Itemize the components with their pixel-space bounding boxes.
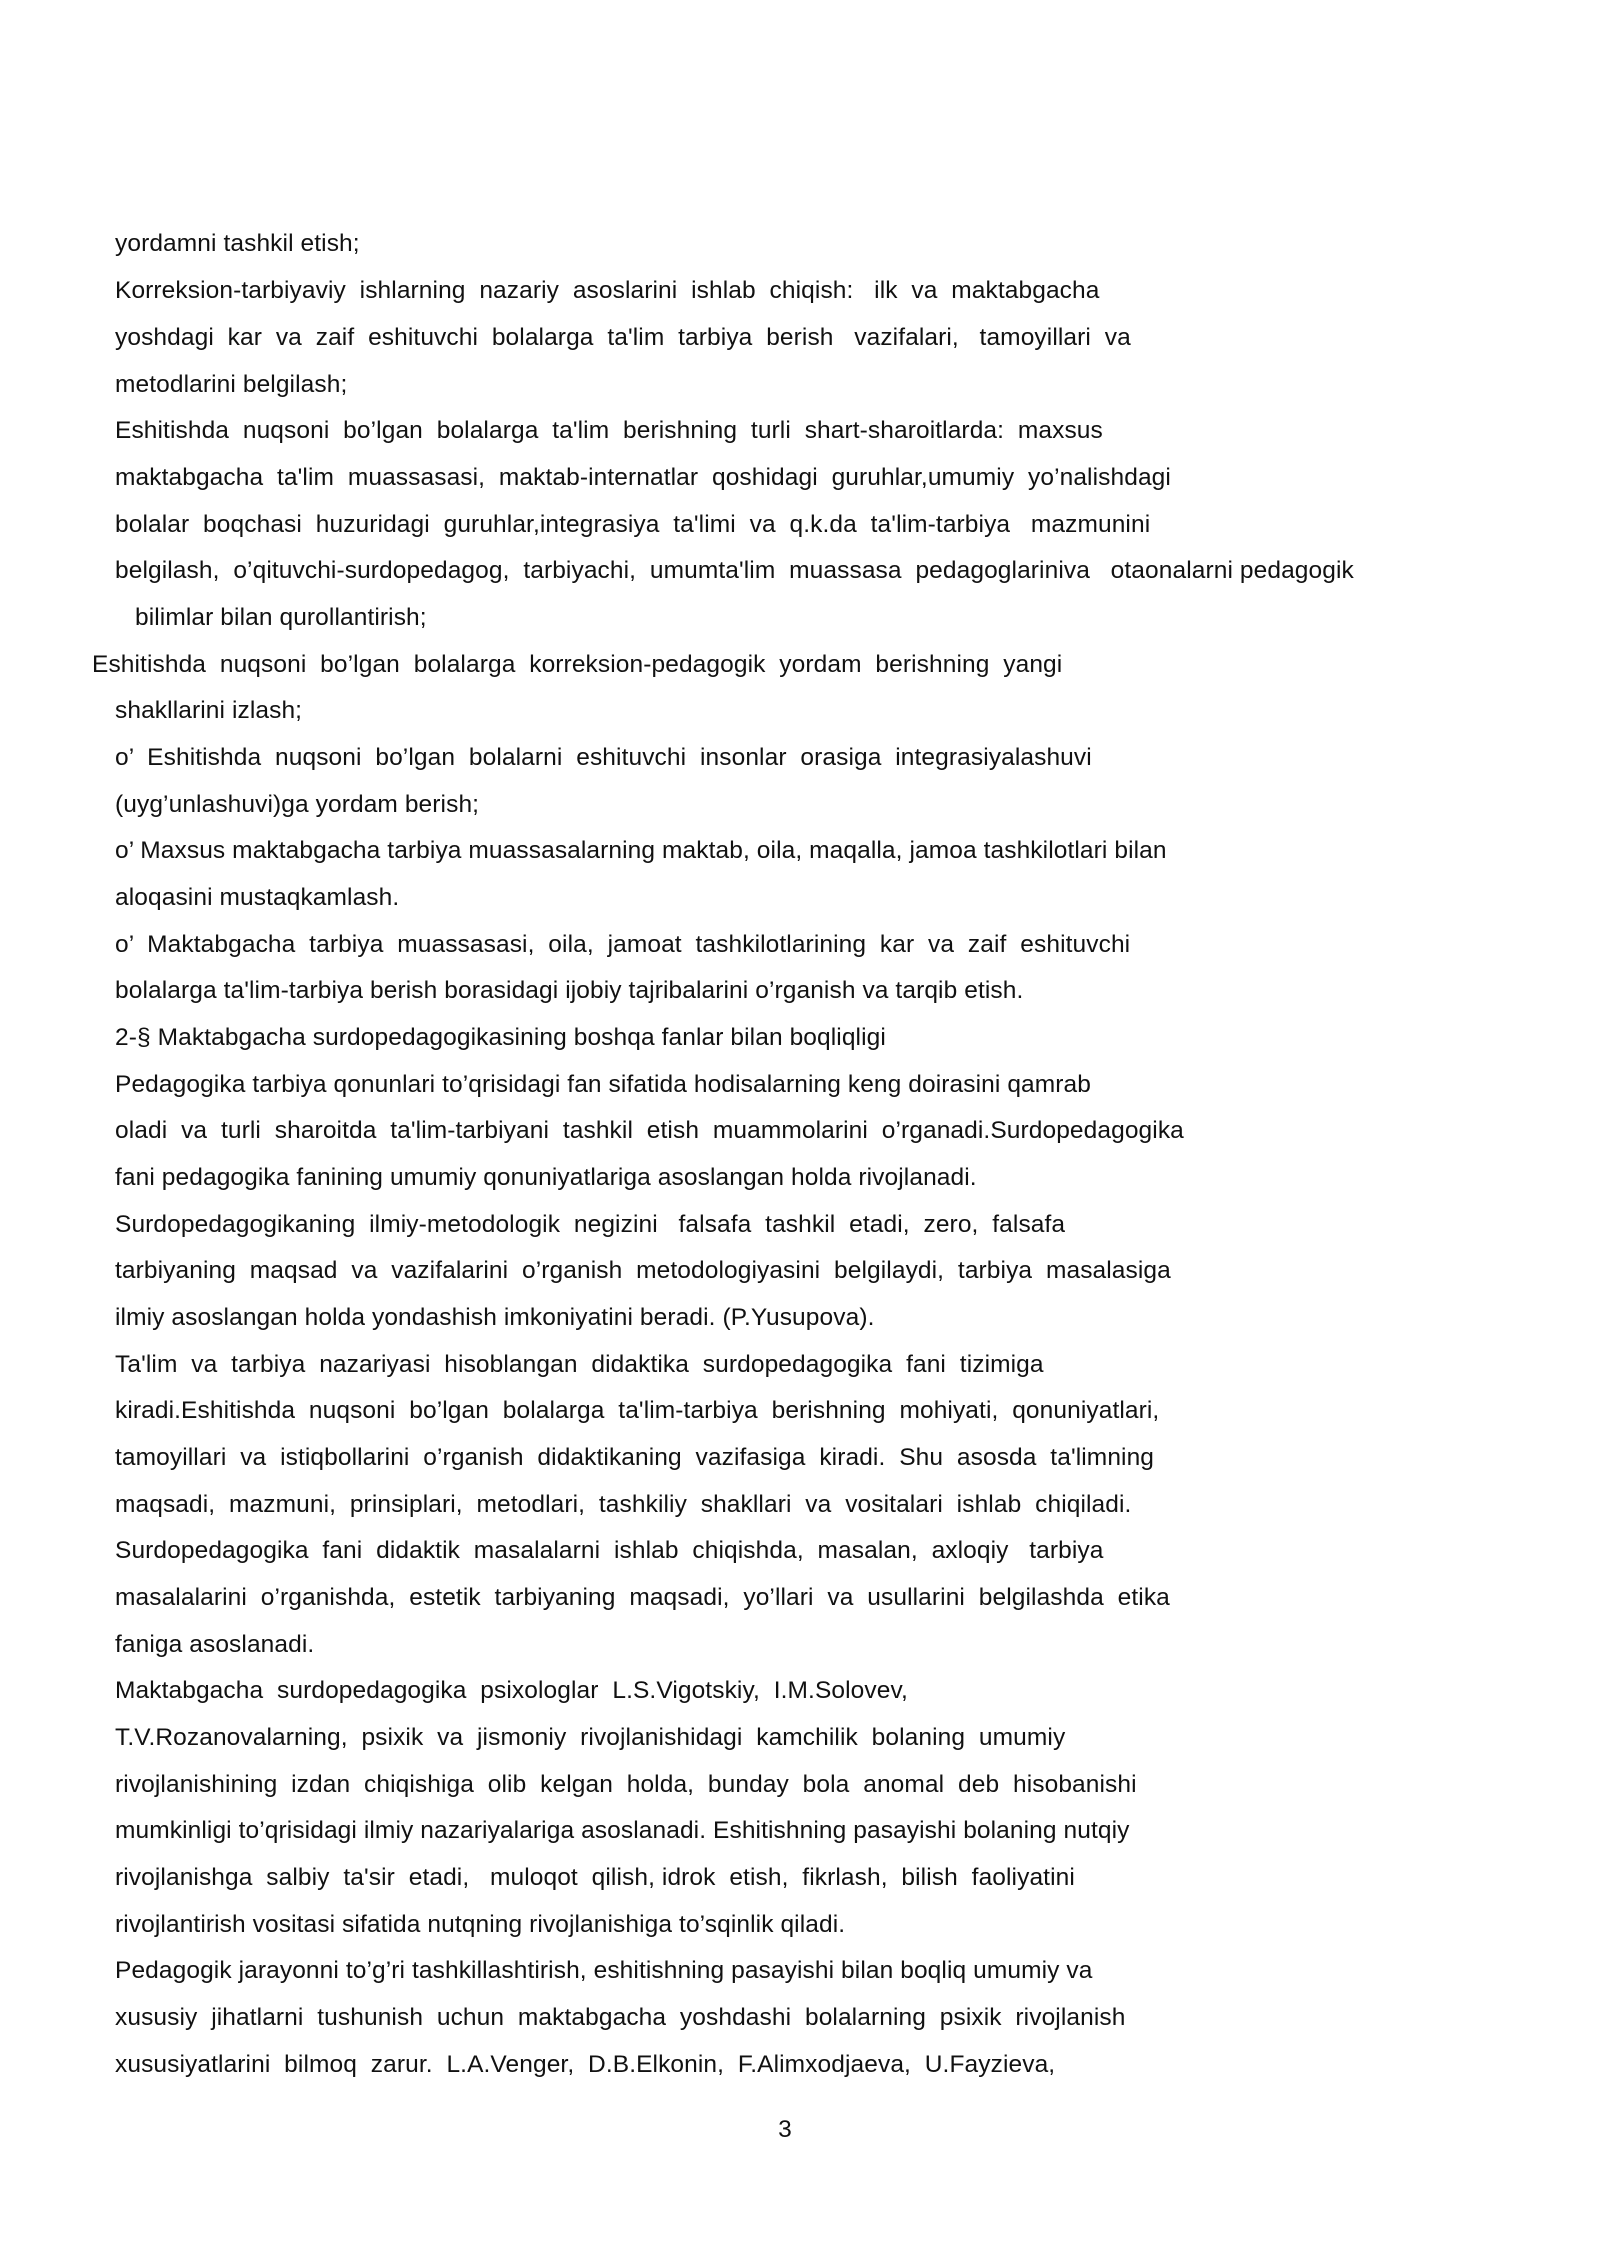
- text-line: rivojlanishining izdan chiqishiga olib kelgan holda, bunday bola anomal deb hisobanishi: [115, 1771, 1137, 1798]
- text-line: T.V.Rozanovalarning, psixik va jismoniy rivojlanishidagi kamchilik bolaning umumiy: [115, 1724, 1066, 1751]
- text-line: bolalarga ta'lim-tarbiya berish borasidagi ijobiy tajribalarini o’rganish va tarqib etish.: [115, 977, 1024, 1004]
- text-line: masalalarini o’rganishda, estetik tarbiyaning maqsadi, yo’llari va usullarini belgilashda etika: [115, 1584, 1170, 1611]
- text-line: rivojlantirish vositasi sifatida nutqning rivojlanishiga to’sqinlik qiladi.: [115, 1911, 846, 1938]
- page-number: 3: [778, 2116, 792, 2143]
- text-line: rivojlanishga salbiy ta'sir etadi, muloqot qilish, idrok etish, fikrlash, bilish faoliyatini: [115, 1864, 1075, 1891]
- section-heading: 2-§ Maktabgacha surdopedagogikasining boshqa fanlar bilan boqliqligi: [115, 1024, 886, 1051]
- text-line: o’ Eshitishda nuqsoni bo’lgan bolalarni eshituvchi insonlar orasiga integrasiyalashuvi: [115, 744, 1092, 771]
- text-line: mumkinligi to’qrisidagi ilmiy nazariyalariga asoslanadi. Eshitishning pasayishi bolaning nutqiy: [115, 1817, 1130, 1844]
- text-line: xususiy jihatlarni tushunish uchun maktabgacha yoshdashi bolalarning psixik rivojlanish: [115, 2004, 1126, 2031]
- text-line: Surdopedagogika fani didaktik masalalarni ishlab chiqishda, masalan, axloqiy tarbiya: [115, 1537, 1104, 1564]
- text-line: Pedagogika tarbiya qonunlari to’qrisidagi fan sifatida hodisalarning keng doirasini qamrab: [115, 1071, 1091, 1098]
- text-line: yoshdagi kar va zaif eshituvchi bolalarga ta'lim tarbiya berish vazifalari, tamoyillari va: [115, 324, 1131, 351]
- text-line: tarbiyaning maqsad va vazifalarini o’rganish metodologiyasini belgilaydi, tarbiya masalasiga: [115, 1257, 1171, 1284]
- text-line: Maktabgacha surdopedagogika psixologlar L.S.Vigotskiy, I.M.Solovev,: [115, 1677, 908, 1704]
- text-line: (uyg’unlashuvi)ga yordam berish;: [115, 791, 480, 818]
- text-line: aloqasini mustaqkamlash.: [115, 884, 400, 911]
- text-line: bilimlar bilan qurollantirish;: [135, 604, 427, 631]
- text-line: fani pedagogika fanining umumiy qonuniyatlariga asoslangan holda rivojlanadi.: [115, 1164, 977, 1191]
- text-line: Pedagogik jarayonni to’g’ri tashkillashtirish, eshitishning pasayishi bilan boqliq umumiy va: [115, 1957, 1093, 1984]
- text-line: kiradi.Eshitishda nuqsoni bo’lgan bolalarga ta'lim-tarbiya berishning mohiyati, qonuniyatlari,: [115, 1397, 1160, 1424]
- text-line: belgilash, o’qituvchi-surdopedagog, tarbiyachi, umumta'lim muassasa pedagoglariniva otaonalarni pedagogik: [115, 557, 1354, 584]
- text-line: Ta'lim va tarbiya nazariyasi hisoblangan didaktika surdopedagogika fani tizimiga: [115, 1351, 1044, 1378]
- text-line: maktabgacha ta'lim muassasasi, maktab-internatlar qoshidagi guruhlar,umumiy yo’nalishdagi: [115, 464, 1171, 491]
- text-line: xususiyatlarini bilmoq zarur. L.A.Venger, D.B.Elkonin, F.Alimxodjaeva, U.Fayzieva,: [115, 2051, 1056, 2078]
- text-line: shakllarini izlash;: [115, 697, 303, 724]
- text-line: oladi va turli sharoitda ta'lim-tarbiyani tashkil etish muammolarini o’rganadi.Surdopedagogika: [115, 1117, 1184, 1144]
- text-line: Eshitishda nuqsoni bo’lgan bolalarga ta'lim berishning turli shart-sharoitlarda: maxsus: [115, 417, 1103, 444]
- text-line: metodlarini belgilash;: [115, 371, 348, 398]
- text-line: faniga asoslanadi.: [115, 1631, 315, 1658]
- text-line: Eshitishda nuqsoni bo’lgan bolalarga korreksion-pedagogik yordam berishning yangi: [92, 651, 1063, 678]
- text-line: o’ Maxsus maktabgacha tarbiya muassasalarning maktab, oila, maqalla, jamoa tashkilotlari bilan: [115, 837, 1167, 864]
- text-line: Korreksion-tarbiyaviy ishlarning nazariy asoslarini ishlab chiqish: ilk va maktabgacha: [115, 277, 1100, 304]
- text-line: maqsadi, mazmuni, prinsiplari, metodlari, tashkiliy shakllari va vositalari ishlab chiqiladi.: [115, 1491, 1132, 1518]
- text-line: yordamni tashkil etish;: [115, 230, 360, 257]
- text-line: o’ Maktabgacha tarbiya muassasasi, oila, jamoat tashkilotlarining kar va zaif eshituvchi: [115, 931, 1131, 958]
- text-line: tamoyillari va istiqbollarini o’rganish didaktikaning vazifasiga kiradi. Shu asosda ta'limning: [115, 1444, 1155, 1471]
- text-line: bolalar boqchasi huzuridagi guruhlar,integrasiya ta'limi va q.k.da ta'lim-tarbiya mazmunini: [115, 511, 1151, 538]
- text-line: ilmiy asoslangan holda yondashish imkoniyatini beradi. (P.Yusupova).: [115, 1304, 875, 1331]
- text-line: Surdopedagogikaning ilmiy-metodologik negizini falsafa tashkil etadi, zero, falsafa: [115, 1211, 1066, 1238]
